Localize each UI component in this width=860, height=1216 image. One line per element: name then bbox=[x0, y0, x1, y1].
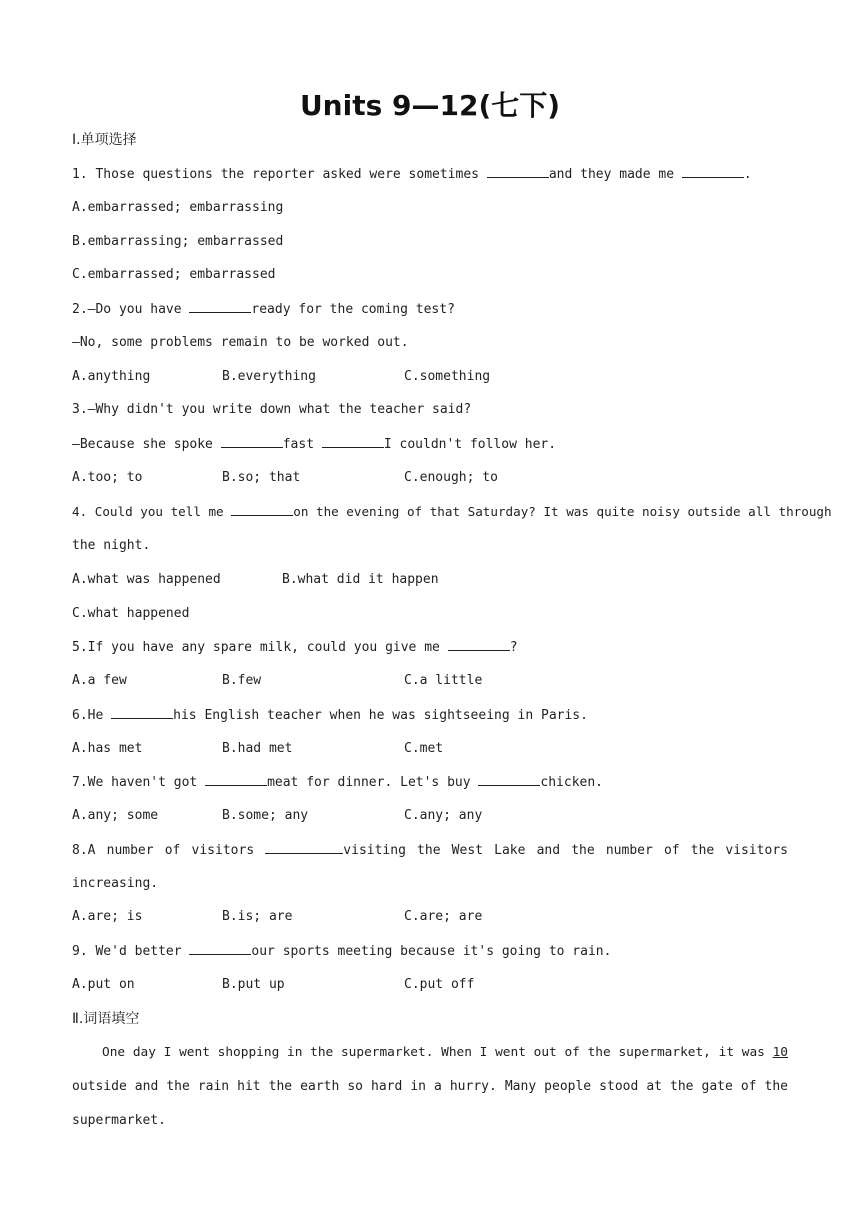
passage-line: One day I went shopping in the supermarket. When I went out of the supermarket, it was 10 bbox=[102, 1045, 788, 1060]
options-row bbox=[72, 568, 788, 592]
option-b: B.is; are bbox=[222, 909, 293, 924]
option-c: C.what happened bbox=[72, 606, 190, 621]
option-b: B.embarrassing; embarrassed bbox=[72, 234, 284, 249]
option-b: B.so; that bbox=[222, 470, 301, 485]
answer-blank bbox=[487, 162, 549, 178]
blank-number-10: 10 bbox=[772, 1045, 788, 1060]
answer-blank bbox=[322, 432, 384, 448]
answer-blank bbox=[231, 500, 293, 516]
options-row bbox=[72, 804, 788, 828]
option-a: A.embarrassed; embarrassing bbox=[72, 200, 284, 215]
question-7: 7.We haven't got meat for dinner. Let's buy chicken. bbox=[72, 770, 788, 794]
answer-blank bbox=[265, 838, 343, 854]
question-9: 9. We'd better our sports meeting because it's going to rain. bbox=[72, 939, 788, 963]
option-c: C.any; any bbox=[404, 808, 483, 823]
option-b: B.what did it happen bbox=[282, 572, 439, 587]
section-heading-fill: Ⅱ.词语填空 bbox=[72, 1011, 140, 1027]
options-row bbox=[72, 905, 788, 929]
option-c: C.are; are bbox=[404, 909, 483, 924]
question-2-reply: —No, some problems remain to be worked out. bbox=[72, 335, 409, 350]
option-a: A.anything bbox=[72, 369, 151, 384]
answer-blank bbox=[189, 939, 251, 955]
question-1: 1. Those questions the reporter asked were sometimes and they made me . bbox=[72, 162, 788, 186]
option-b: B.put up bbox=[222, 977, 285, 992]
question-5: 5.If you have any spare milk, could you give me ? bbox=[72, 635, 788, 659]
option-b: B.few bbox=[222, 673, 262, 688]
question-8-cont: increasing. bbox=[72, 876, 159, 891]
option-c: C.embarrassed; embarrassed bbox=[72, 267, 276, 282]
question-3: 3.—Why didn't you write down what the teacher said? bbox=[72, 402, 472, 417]
option-a: A.put on bbox=[72, 977, 135, 992]
option-a: A.any; some bbox=[72, 808, 159, 823]
answer-blank bbox=[111, 703, 173, 719]
options-row bbox=[72, 737, 788, 761]
answer-blank bbox=[478, 770, 540, 786]
option-c: C.something bbox=[404, 369, 491, 384]
options-row bbox=[72, 466, 788, 490]
page-title: Units 9—12(七下) bbox=[299, 89, 561, 122]
option-a: A.what was happened bbox=[72, 572, 221, 587]
question-8: 8.A number of visitors visiting the West Lake and the number of the visitors bbox=[72, 838, 788, 862]
passage-line: supermarket. bbox=[72, 1113, 166, 1128]
question-4: 4. Could you tell me on the evening of that Saturday? It was quite noisy outside all through bbox=[72, 500, 788, 524]
option-a: A.a few bbox=[72, 673, 127, 688]
option-a: A.too; to bbox=[72, 470, 143, 485]
answer-blank bbox=[205, 770, 267, 786]
answer-blank bbox=[221, 432, 283, 448]
answer-blank bbox=[682, 162, 744, 178]
options-row bbox=[72, 365, 788, 389]
option-c: C.enough; to bbox=[404, 470, 498, 485]
option-b: B.some; any bbox=[222, 808, 309, 823]
answer-blank bbox=[189, 297, 251, 313]
option-c: C.met bbox=[404, 741, 444, 756]
options-row bbox=[72, 973, 788, 997]
answer-blank bbox=[448, 635, 510, 651]
question-6: 6.He his English teacher when he was sightseeing in Paris. bbox=[72, 703, 788, 727]
option-b: B.had met bbox=[222, 741, 293, 756]
options-row bbox=[72, 669, 788, 693]
question-3-reply: —Because she spoke fast I couldn't follow her. bbox=[72, 432, 788, 456]
option-a: A.are; is bbox=[72, 909, 143, 924]
section-heading-choice: Ⅰ.单项选择 bbox=[72, 132, 137, 148]
question-4-cont: the night. bbox=[72, 538, 151, 553]
option-c: C.a little bbox=[404, 673, 483, 688]
option-b: B.everything bbox=[222, 369, 316, 384]
option-a: A.has met bbox=[72, 741, 143, 756]
question-2: 2.—Do you have ready for the coming test? bbox=[72, 297, 788, 321]
passage-line: outside and the rain hit the earth so hard in a hurry. Many people stood at the gate of the bbox=[72, 1079, 788, 1094]
option-c: C.put off bbox=[404, 977, 475, 992]
